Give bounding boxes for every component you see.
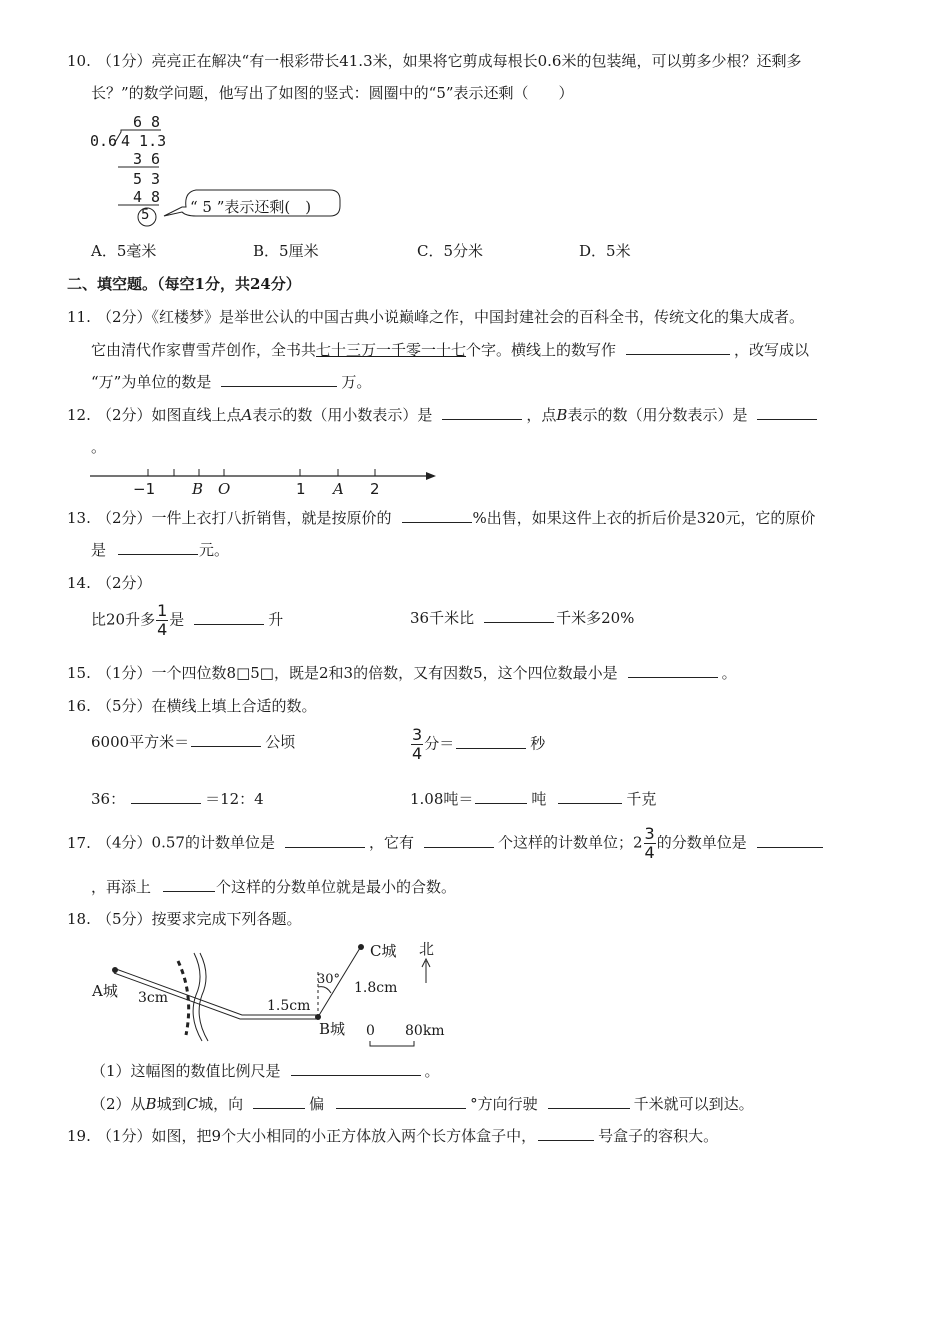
- q14-right: 36千米比 千米多20%: [410, 609, 635, 627]
- q16-fraction: $\frac{3}{4}$: [412, 725, 423, 763]
- q11-line2: 它由清代作家曹雪芹创作，全书共七十三万一千零一十七个字。横线上的数写作 ，改写成以: [91, 341, 810, 359]
- division-divisor: 0.6: [90, 132, 118, 150]
- q18-sub1: （1）这幅图的数值比例尺是 。: [91, 1062, 440, 1080]
- q10-option-b[interactable]: B．5厘米: [253, 242, 319, 260]
- q16-blank-5[interactable]: [558, 789, 622, 804]
- q14-fraction: $\frac{1}{4}$: [157, 601, 168, 639]
- q10-option-c[interactable]: C．5分米: [417, 242, 484, 260]
- q14-head: 14. （2分）: [67, 574, 152, 592]
- q10-option-d[interactable]: D．5米: [579, 242, 631, 260]
- label-o: O: [218, 480, 231, 498]
- q18-blank-4[interactable]: [548, 1094, 630, 1109]
- division-remainder: 5: [141, 207, 150, 223]
- map-angle-label: 30°: [317, 972, 341, 987]
- label-neg1: −1: [133, 480, 156, 498]
- q16-r2-right: 1.08吨＝ 吨 千克: [410, 790, 657, 808]
- q12-line1: 12. （2分）如图直线上点A表示的数（用小数表示）是 ，点B表示的数（用分数表示）是: [67, 404, 821, 425]
- q13-line2: 是 元。: [91, 541, 230, 559]
- q19-blank[interactable]: [538, 1126, 594, 1141]
- q16-blank-3[interactable]: [131, 789, 201, 804]
- q17-blank-4[interactable]: [163, 877, 215, 892]
- q17-fraction: $\frac{3}{4}$: [644, 824, 655, 862]
- q16-blank-1[interactable]: [191, 732, 261, 747]
- q17-blank-3[interactable]: [757, 833, 823, 848]
- map-distance-1-8cm: 1.8cm: [354, 980, 398, 996]
- map-distance-3cm: 3cm: [138, 990, 169, 1006]
- q18-blank-2[interactable]: [253, 1094, 305, 1109]
- q13-line1: 13. （2分）一件上衣打八折销售，就是按原价的 %出售，如果这件上衣的折后价是320元，它的原价: [67, 509, 816, 527]
- q18-sub2: （2）从B城到C城，向 偏 °方向行驶 千米就可以到达。: [91, 1095, 754, 1113]
- q18-blank-3[interactable]: [336, 1094, 466, 1109]
- q16-blank-4[interactable]: [475, 789, 527, 804]
- q18-head: 18. （5分）按要求完成下列各题。: [67, 910, 302, 928]
- q17-line1: 17. （4分）0.57的计数单位是 ，它有 个这样的计数单位；2 $\frac{3}{4}$ 的分数单位是: [67, 826, 827, 861]
- city-c-dot: [358, 944, 364, 950]
- division-row-3: 4 8: [133, 188, 161, 206]
- division-row-1: 3 6: [133, 150, 161, 168]
- scale-bar: [370, 1041, 414, 1046]
- q17-blank-2[interactable]: [424, 833, 494, 848]
- map-city-c: C城: [370, 942, 397, 960]
- q17-blank-1[interactable]: [285, 833, 365, 848]
- q11-line3: “万”为单位的数是 万。: [91, 373, 372, 391]
- river-right: [199, 953, 208, 1041]
- q17-line2: ，再添上 个这样的分数单位就是最小的合数。: [91, 878, 457, 896]
- city-a-dot: [112, 967, 118, 973]
- bubble-text: “ 5 ”表示还剩( ): [190, 198, 312, 216]
- q12-blank-2[interactable]: [757, 405, 817, 420]
- q12-line2: 。: [91, 438, 107, 456]
- label-b: B: [192, 480, 204, 498]
- label-1: 1: [296, 480, 306, 498]
- q18-blank-1[interactable]: [291, 1061, 421, 1076]
- number-line-arrow: [426, 472, 436, 480]
- q15-blank[interactable]: [628, 663, 718, 678]
- q16-blank-2[interactable]: [456, 734, 526, 749]
- map-scale-0: 0: [366, 1023, 375, 1039]
- q12-blank-1[interactable]: [442, 405, 522, 420]
- q14-blank-2[interactable]: [484, 608, 554, 623]
- map-scale-80km: 80km: [405, 1023, 445, 1039]
- angle-arc: [318, 987, 331, 993]
- division-dividend: 4 1.3: [121, 132, 167, 150]
- map-city-b: B城: [319, 1020, 346, 1038]
- section-title: 二、填空题。（每空1分，共24分）: [67, 275, 301, 293]
- q13-blank-1[interactable]: [402, 508, 472, 523]
- map-distance-1-5cm: 1.5cm: [267, 998, 311, 1014]
- q10-option-a[interactable]: A．5毫米: [91, 242, 157, 260]
- label-a: A: [333, 480, 344, 498]
- label-2: 2: [370, 480, 380, 498]
- q16-head: 16. （5分）在横线上填上合适的数。: [67, 697, 317, 715]
- map-city-a: A城: [92, 982, 118, 1000]
- division-row-2: 5 3: [133, 170, 161, 188]
- q16-r1-right: $\frac{3}{4}$ 分＝ 秒: [412, 725, 546, 763]
- q11-blank-2[interactable]: [221, 372, 337, 387]
- q19-line: 19. （1分）如图，把9个大小相同的小正方体放入两个长方体盒子中， 号盒子的容积大。: [67, 1127, 719, 1145]
- division-quotient: 6 8: [133, 113, 161, 131]
- q10-line2: 长？”的数学问题，他写出了如图的竖式：圆圈中的“5”表示还剩（ ）: [91, 84, 574, 102]
- q11-line1: 11. （2分）《红楼梦》是举世公认的中国古典小说巅峰之作，中国封建社会的百科全书，传统文化的集大成者。: [67, 308, 805, 326]
- q14-blank-1[interactable]: [194, 610, 264, 625]
- q15-line: 15. （1分）一个四位数8□5□，既是2和3的倍数，又有因数5，这个四位数最小是 。: [67, 664, 737, 682]
- river-left: [193, 953, 202, 1041]
- q11-blank-1[interactable]: [626, 340, 730, 355]
- map-north-label: 北: [419, 940, 435, 958]
- q16-r1-left: 6000平方米＝ 公顷: [91, 733, 296, 751]
- q14-left: 比20升多 $\frac{1}{4}$ 是 升: [91, 601, 284, 639]
- q16-r2-left: 36： ＝12：4: [91, 790, 264, 808]
- q13-blank-2[interactable]: [118, 540, 198, 555]
- q10-line1: 10. （1分）亮亮正在解决“有一根彩带长41.3米，如果将它剪成每根长0.6米的包装绳，可以剪多少根？还剩多: [67, 52, 802, 70]
- division-bracket: [113, 130, 161, 146]
